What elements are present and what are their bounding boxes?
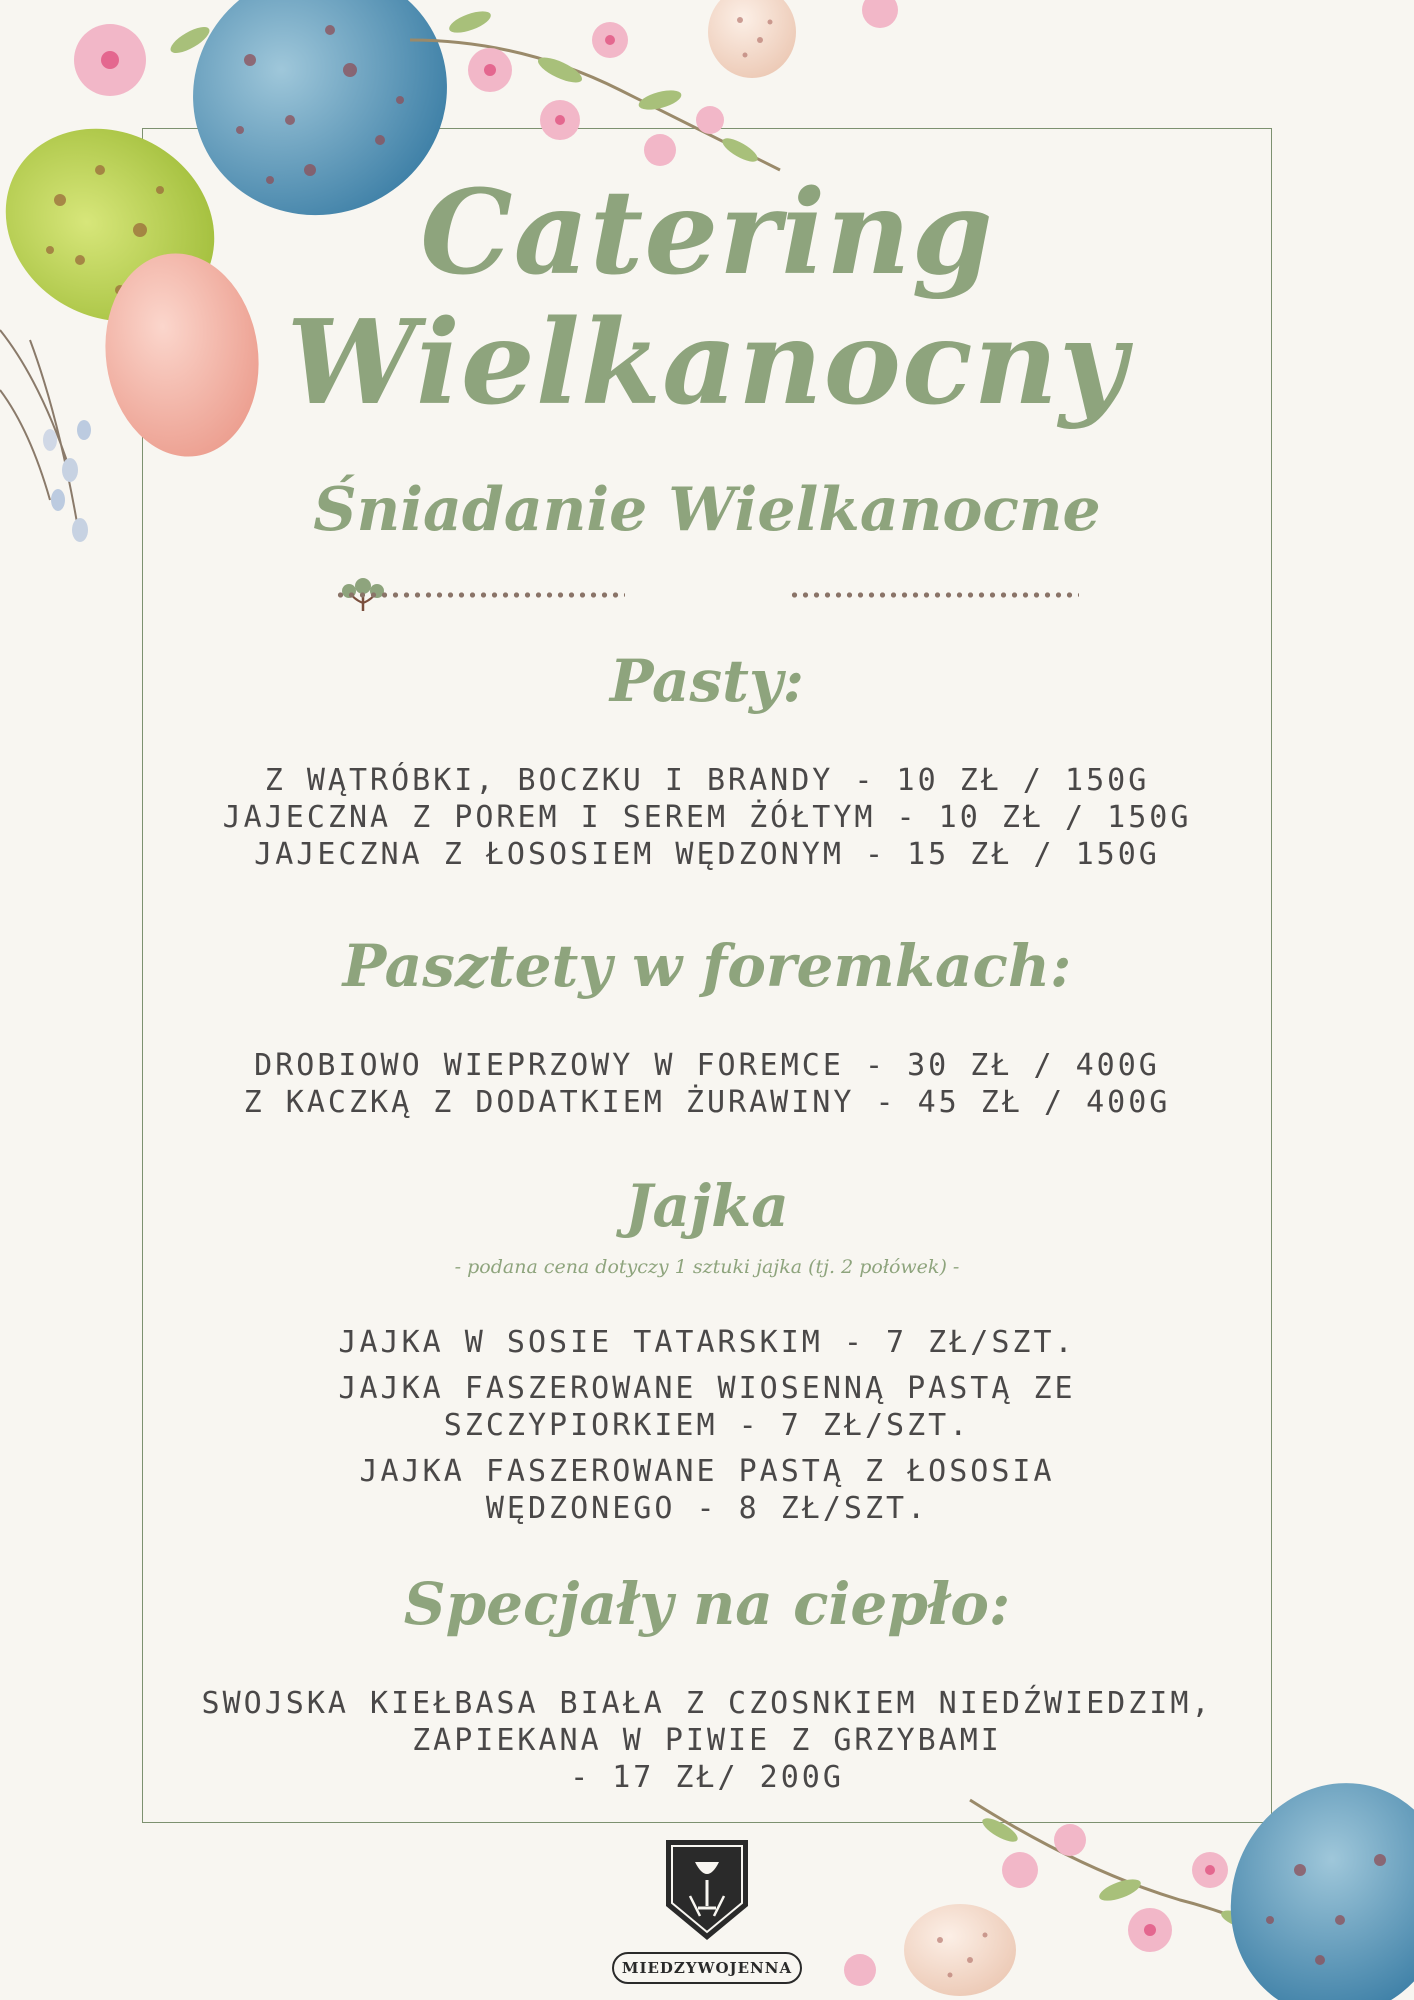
menu-item: Z KACZKĄ Z DODATKIEM ŻURAWINY - 45 ZŁ / 400G (243, 1085, 1171, 1120)
page-title (0, 165, 1414, 431)
menu-item: JAJECZNA Z ŁOSOSIEM WĘDZONYM - 15 ZŁ / 150G (254, 837, 1160, 872)
section-heading-pasztety: Pasztety w foremkach: (342, 932, 1072, 1000)
menu-item: SWOJSKA KIEŁBASA BIAŁA Z CZOSNKIEM NIEDŹWIEDZIM, (201, 1686, 1213, 1721)
shield-glass-cutlery-icon (662, 1836, 752, 1944)
logo-text: MIEDZYWOJENNA (621, 1959, 793, 1977)
section-heading-jajka: Jajka (625, 1172, 789, 1240)
menu-list-pasty (160, 762, 1254, 873)
menu-item: JAJECZNA Z POREM I SEREM ŻÓŁTYM - 10 ZŁ / 150G (222, 800, 1192, 835)
menu-item: Z WĄTRÓBKI, BOCZKU I BRANDY - 10 ZŁ / 150G (264, 763, 1150, 798)
section-heading-specjaly: Specjały na ciepło: (403, 1570, 1011, 1638)
menu-list-pasztety (160, 1047, 1254, 1121)
logo-wordmark (612, 1952, 802, 1984)
menu-item: WĘDZONEGO - 8 ZŁ/SZT. (485, 1491, 929, 1526)
menu-list-jajka (160, 1324, 1254, 1527)
easter-eggs-bottomright-decoration (820, 1770, 1414, 2000)
menu-item: DROBIOWO WIEPRZOWY W FOREMCE - 30 ZŁ / 400G (254, 1048, 1160, 1083)
menu-item: JAJKA FASZEROWANE WIOSENNĄ PASTĄ ZE (338, 1371, 1076, 1406)
menu-list-specjaly (160, 1685, 1254, 1796)
menu-item: JAJKA FASZEROWANE PASTĄ Z ŁOSOSIA (359, 1454, 1055, 1489)
title-line-2: Wielkanocny (286, 295, 1128, 431)
menu-item: JAJKA W SOSIE TATARSKIM - 7 ZŁ/SZT. (338, 1325, 1076, 1360)
section-heading-pasty: Pasty: (609, 647, 805, 715)
divider-dots-right (789, 592, 1079, 598)
divider-dots-left (335, 592, 625, 598)
title-line-1: Catering (420, 165, 994, 301)
restaurant-logo (612, 1836, 802, 1986)
section-note-jajka: - podana cena dotyczy 1 sztuki jajka (tj. 2 połówek) - (454, 1256, 960, 1278)
menu-item: - 17 ZŁ/ 200G (570, 1760, 844, 1795)
menu-item: ZAPIEKANA W PIWIE Z GRZYBAMI (412, 1723, 1002, 1758)
ornamental-divider (335, 577, 1079, 613)
menu-item: SZCZYPIORKIEM - 7 ZŁ/SZT. (443, 1408, 971, 1443)
page-subtitle: Śniadanie Wielkanocne (313, 475, 1101, 545)
